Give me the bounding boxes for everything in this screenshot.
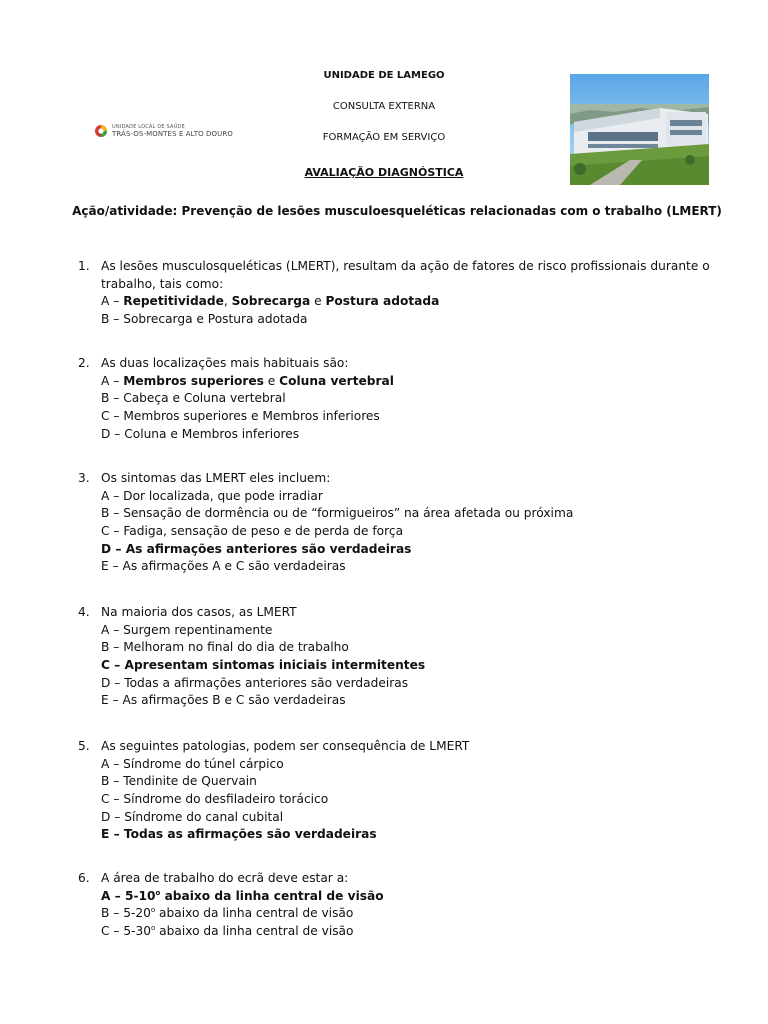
option-separator: , bbox=[223, 294, 232, 309]
option-a-answer-part: Postura adotada bbox=[325, 294, 440, 309]
degree-mark: o bbox=[151, 924, 156, 932]
question-text: Os sintomas das LMERT eles incluem: bbox=[101, 471, 331, 485]
option-a: A – Síndrome do túnel cárpico bbox=[101, 756, 284, 771]
option-c: C – Membros superiores e Membros inferiores bbox=[101, 409, 380, 424]
option-d: D – Síndrome do canal cubital bbox=[101, 809, 284, 824]
degree-mark: o bbox=[155, 888, 161, 897]
option-c: C – Fadiga, sensação de peso e de perda de força bbox=[101, 524, 404, 539]
option-text: B – 5-20 bbox=[101, 906, 151, 921]
option-e: E – As afirmações B e C são verdadeiras bbox=[101, 693, 346, 708]
training-title: FORMAÇÃO EM SERVIÇO bbox=[322, 132, 446, 143]
question-number: 6. bbox=[78, 871, 90, 885]
option-a: A – Surgem repentinamente bbox=[101, 622, 273, 637]
assessment-title: AVALIAÇÃO DIAGNÓSTICA bbox=[304, 166, 464, 179]
service-title: CONSULTA EXTERNA bbox=[332, 101, 436, 112]
option-a-answer-part: Repetitividade bbox=[123, 294, 224, 309]
question-text: Na maioria dos casos, as LMERT bbox=[101, 605, 297, 619]
question-number: 5. bbox=[78, 739, 90, 753]
option-a-answer-part: Membros superiores bbox=[123, 373, 264, 388]
option-text: abaixo da linha central de visão bbox=[160, 888, 384, 903]
option-a-correct bbox=[101, 888, 384, 906]
question-text-cont: trabalho, tais como: bbox=[101, 276, 224, 291]
option-text: abaixo da linha central de visão bbox=[155, 924, 354, 939]
logo-line-1: UNIDADE LOCAL DE SAÚDE bbox=[112, 124, 185, 130]
option-text: A – 5-10 bbox=[101, 888, 156, 903]
option-e-correct: E – Todas as afirmações são verdadeiras bbox=[101, 827, 377, 842]
option-d: D – Coluna e Membros inferiores bbox=[101, 426, 300, 441]
option-b: B – Tendinite de Quervain bbox=[101, 774, 257, 789]
option-separator: e bbox=[263, 373, 280, 388]
option-prefix: A – bbox=[101, 294, 124, 309]
question-text: As seguintes patologias, podem ser consequência de LMERT bbox=[101, 739, 470, 753]
option-text: C – 5-30 bbox=[101, 924, 152, 939]
option-text: abaixo da linha central de visão bbox=[155, 906, 354, 921]
question-number: 2. bbox=[78, 356, 90, 370]
option-d: D – Todas a afirmações anteriores são verdadeiras bbox=[101, 675, 409, 690]
option-c bbox=[101, 923, 384, 941]
question-number: 4. bbox=[78, 605, 90, 619]
question-number: 3. bbox=[78, 471, 90, 485]
option-b bbox=[101, 905, 384, 923]
option-d-correct: D – As afirmações anteriores são verdadeiras bbox=[101, 541, 412, 556]
question-text: As lesões musculosqueléticas (LMERT), resultam da ação de fatores de risco profissionais durante o bbox=[101, 259, 710, 273]
option-a-answer-part: Sobrecarga bbox=[231, 294, 311, 309]
option-prefix: A – bbox=[101, 373, 124, 388]
question-text: As duas localizações mais habituais são: bbox=[101, 356, 349, 370]
option-separator: e bbox=[310, 294, 326, 309]
option-c: C – Síndrome do desfiladeiro torácico bbox=[101, 792, 329, 807]
option-a: A – Dor localizada, que pode irradiar bbox=[101, 488, 323, 503]
activity-heading: Ação/atividade: Prevenção de lesões musculoesqueléticas relacionadas com o trabalho (LMERT) bbox=[72, 204, 722, 218]
degree-mark: o bbox=[150, 906, 156, 915]
question-text: A área de trabalho do ecrã deve estar a: bbox=[101, 871, 349, 885]
option-b: B – Cabeça e Coluna vertebral bbox=[101, 391, 286, 406]
option-b: B – Melhoram no final do dia de trabalho bbox=[101, 640, 349, 655]
question-number: 1. bbox=[78, 259, 90, 273]
option-a-answer-part: Coluna vertebral bbox=[279, 373, 394, 388]
logo-line-2: TRÁS-OS-MONTES E ALTO DOURO bbox=[112, 130, 233, 138]
option-c-correct: C – Apresentam sintomas iniciais intermitentes bbox=[101, 658, 426, 673]
option-a bbox=[101, 373, 394, 391]
option-e: E – As afirmações A e C são verdadeiras bbox=[101, 559, 346, 574]
option-b: B – Sobrecarga e Postura adotada bbox=[101, 312, 308, 327]
unit-title: UNIDADE DE LAMEGO bbox=[323, 70, 445, 81]
option-a bbox=[101, 293, 710, 311]
option-b: B – Sensação de dormência ou de “formigueiros” na área afetada ou próxima bbox=[101, 506, 574, 521]
